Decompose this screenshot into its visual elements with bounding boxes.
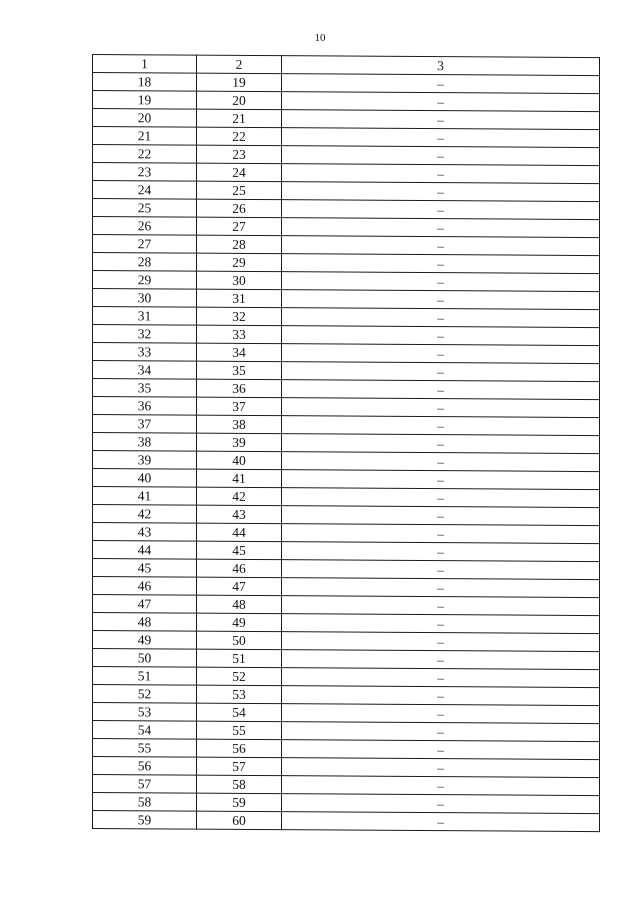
table-cell-col-3: – bbox=[282, 704, 600, 724]
table-cell-col-1: 37 bbox=[93, 415, 197, 434]
table-cell-col-2: 27 bbox=[197, 217, 282, 236]
table-cell-col-2: 26 bbox=[197, 199, 282, 218]
table-cell-col-1: 21 bbox=[93, 127, 197, 146]
table-cell-col-2: 57 bbox=[197, 757, 282, 776]
table-cell-col-2: 42 bbox=[197, 487, 282, 506]
table-cell-col-2: 41 bbox=[197, 469, 282, 488]
table-cell-col-2: 31 bbox=[197, 289, 282, 308]
table-cell-col-1: 22 bbox=[93, 145, 197, 164]
table-cell-col-2: 46 bbox=[197, 559, 282, 578]
table-cell-col-2: 36 bbox=[197, 379, 282, 398]
table-cell-col-2: 22 bbox=[197, 127, 282, 146]
table-cell-col-2: 32 bbox=[197, 307, 282, 326]
table-cell-col-3: – bbox=[282, 632, 600, 652]
table-cell-col-2: 23 bbox=[197, 145, 282, 164]
table-cell-col-3: – bbox=[282, 398, 600, 418]
table-cell-col-3: – bbox=[282, 650, 600, 670]
table-cell-col-2: 39 bbox=[197, 433, 282, 452]
table-cell-col-3: – bbox=[282, 326, 600, 346]
table-cell-col-2: 20 bbox=[197, 91, 282, 110]
table-cell-col-3: – bbox=[282, 776, 600, 796]
column-header-2: 2 bbox=[197, 55, 282, 74]
table-cell-col-3: – bbox=[282, 470, 600, 490]
table-cell-col-1: 23 bbox=[93, 163, 197, 182]
table-cell-col-1: 29 bbox=[93, 271, 197, 290]
table-cell-col-3: – bbox=[282, 434, 600, 454]
table-cell-col-1: 44 bbox=[93, 541, 197, 560]
table-cell-col-2: 60 bbox=[197, 811, 282, 830]
table-cell-col-3: – bbox=[282, 254, 600, 274]
table-cell-col-1: 38 bbox=[93, 433, 197, 452]
table-cell-col-2: 58 bbox=[197, 775, 282, 794]
table-row bbox=[93, 811, 600, 832]
table-cell-col-1: 59 bbox=[93, 811, 197, 830]
table-cell-col-1: 49 bbox=[93, 631, 197, 650]
table-cell-col-1: 55 bbox=[93, 739, 197, 758]
table-cell-col-2: 28 bbox=[197, 235, 282, 254]
table-cell-col-1: 35 bbox=[93, 379, 197, 398]
table-cell-col-1: 50 bbox=[93, 649, 197, 668]
table-cell-col-3: – bbox=[282, 614, 600, 634]
table-cell-col-3: – bbox=[282, 686, 600, 706]
table-cell-col-3: – bbox=[282, 146, 600, 166]
table-cell-col-3: – bbox=[282, 128, 600, 148]
table-cell-col-3: – bbox=[282, 218, 600, 238]
table-cell-col-1: 32 bbox=[93, 325, 197, 344]
table-cell-col-2: 44 bbox=[197, 523, 282, 542]
table-cell-col-2: 33 bbox=[197, 325, 282, 344]
table-cell-col-1: 40 bbox=[93, 469, 197, 488]
table-cell-col-3: – bbox=[282, 308, 600, 328]
table-cell-col-1: 36 bbox=[93, 397, 197, 416]
table-cell-col-3: – bbox=[282, 758, 600, 778]
table-cell-col-2: 24 bbox=[197, 163, 282, 182]
table-cell-col-3: – bbox=[282, 74, 600, 94]
table-cell-col-2: 34 bbox=[197, 343, 282, 362]
table-cell-col-3: – bbox=[282, 578, 600, 598]
data-table bbox=[92, 54, 600, 832]
table-cell-col-3: – bbox=[282, 200, 600, 220]
table-cell-col-2: 25 bbox=[197, 181, 282, 200]
table-cell-col-2: 51 bbox=[197, 649, 282, 668]
table-cell-col-3: – bbox=[282, 542, 600, 562]
table-cell-col-3: – bbox=[282, 164, 600, 184]
table-cell-col-1: 54 bbox=[93, 721, 197, 740]
table-cell-col-1: 47 bbox=[93, 595, 197, 614]
table-cell-col-3: – bbox=[282, 344, 600, 364]
table-cell-col-2: 38 bbox=[197, 415, 282, 434]
table-cell-col-3: – bbox=[282, 794, 600, 814]
table-cell-col-1: 53 bbox=[93, 703, 197, 722]
table-cell-col-3: – bbox=[282, 416, 600, 436]
table-cell-col-2: 56 bbox=[197, 739, 282, 758]
table-cell-col-3: – bbox=[282, 506, 600, 526]
table-cell-col-2: 40 bbox=[197, 451, 282, 470]
page-number: 10 bbox=[314, 32, 326, 44]
table-cell-col-3: – bbox=[282, 236, 600, 256]
table-cell-col-3: – bbox=[282, 668, 600, 688]
table-cell-col-2: 21 bbox=[197, 109, 282, 128]
table-cell-col-3: – bbox=[282, 380, 600, 400]
table-cell-col-1: 24 bbox=[93, 181, 197, 200]
table-cell-col-1: 41 bbox=[93, 487, 197, 506]
table-cell-col-1: 56 bbox=[93, 757, 197, 776]
table-cell-col-1: 19 bbox=[93, 91, 197, 110]
table-cell-col-3: – bbox=[282, 722, 600, 742]
table-cell-col-3: – bbox=[282, 740, 600, 760]
table-cell-col-3: – bbox=[282, 812, 600, 832]
table-cell-col-1: 20 bbox=[93, 109, 197, 128]
table-cell-col-3: – bbox=[282, 272, 600, 292]
table-cell-col-3: – bbox=[282, 524, 600, 544]
column-header-3: 3 bbox=[282, 56, 600, 76]
table-cell-col-1: 42 bbox=[93, 505, 197, 524]
table-cell-col-1: 34 bbox=[93, 361, 197, 380]
table-cell-col-1: 43 bbox=[93, 523, 197, 542]
table-cell-col-3: – bbox=[282, 488, 600, 508]
table-cell-col-1: 52 bbox=[93, 685, 197, 704]
table-cell-col-2: 30 bbox=[197, 271, 282, 290]
table-cell-col-2: 53 bbox=[197, 685, 282, 704]
table-cell-col-1: 58 bbox=[93, 793, 197, 812]
table-cell-col-2: 50 bbox=[197, 631, 282, 650]
table-cell-col-2: 19 bbox=[197, 73, 282, 92]
table-cell-col-1: 39 bbox=[93, 451, 197, 470]
table-cell-col-2: 52 bbox=[197, 667, 282, 686]
table-cell-col-3: – bbox=[282, 290, 600, 310]
table-cell-col-2: 48 bbox=[197, 595, 282, 614]
table-cell-col-2: 29 bbox=[197, 253, 282, 272]
table-cell-col-2: 37 bbox=[197, 397, 282, 416]
table-cell-col-2: 35 bbox=[197, 361, 282, 380]
table-cell-col-1: 45 bbox=[93, 559, 197, 578]
table-cell-col-1: 28 bbox=[93, 253, 197, 272]
table-cell-col-2: 55 bbox=[197, 721, 282, 740]
table-cell-col-1: 57 bbox=[93, 775, 197, 794]
table-cell-col-3: – bbox=[282, 452, 600, 472]
table-cell-col-2: 43 bbox=[197, 505, 282, 524]
table-cell-col-2: 54 bbox=[197, 703, 282, 722]
table-cell-col-3: – bbox=[282, 362, 600, 382]
table-cell-col-1: 48 bbox=[93, 613, 197, 632]
table-cell-col-2: 45 bbox=[197, 541, 282, 560]
table-body bbox=[93, 73, 600, 832]
table-cell-col-1: 18 bbox=[93, 73, 197, 92]
table-cell-col-3: – bbox=[282, 182, 600, 202]
table-cell-col-1: 46 bbox=[93, 577, 197, 596]
table-cell-col-1: 51 bbox=[93, 667, 197, 686]
table-cell-col-2: 49 bbox=[197, 613, 282, 632]
table-cell-col-3: – bbox=[282, 596, 600, 616]
table-cell-col-2: 59 bbox=[197, 793, 282, 812]
column-header-1: 1 bbox=[93, 55, 197, 74]
table-cell-col-3: – bbox=[282, 560, 600, 580]
table-cell-col-3: – bbox=[282, 92, 600, 112]
table-cell-col-3: – bbox=[282, 110, 600, 130]
table-cell-col-1: 25 bbox=[93, 199, 197, 218]
table-cell-col-2: 47 bbox=[197, 577, 282, 596]
table-cell-col-1: 30 bbox=[93, 289, 197, 308]
table-cell-col-1: 26 bbox=[93, 217, 197, 236]
table-cell-col-1: 27 bbox=[93, 235, 197, 254]
table-cell-col-1: 31 bbox=[93, 307, 197, 326]
table-cell-col-1: 33 bbox=[93, 343, 197, 362]
